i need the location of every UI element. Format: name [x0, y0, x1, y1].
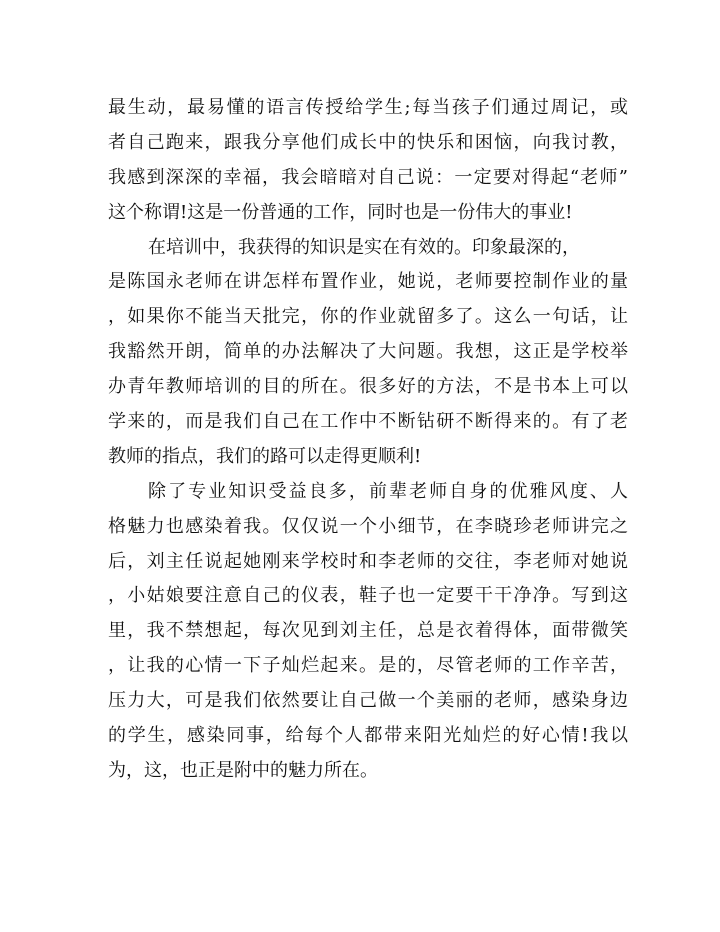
text-line: 在培训中，我获得的知识是实在有效的。印象最深的，: [148, 236, 580, 258]
text-line: 教师的指点，我们的路可以走得更顺利!: [108, 445, 422, 467]
text-line: ，小姑娘要注意自己的仪表，鞋子也一定要干干净净。写到这: [108, 585, 628, 607]
text-line: 里，我不禁想起，每次见到刘主任，总是衣着得体，面带微笑: [108, 620, 628, 642]
body-text: [108, 91, 628, 789]
text-line: 压力大，可是我们依然要让自己做一个美丽的老师，感染身边: [108, 690, 628, 712]
text-line: 的学生，感染同事，给每个人都带来阳光灿烂的好心情!我以: [108, 725, 628, 747]
text-line: 后，刘主任说起她刚来学校时和李老师的交往，李老师对她说: [108, 550, 628, 572]
text-line: 这个称谓!这是一份普通的工作，同时也是一份伟大的事业!: [108, 201, 573, 223]
text-line: 除了专业知识受益良多，前辈老师自身的优雅风度、人: [148, 480, 628, 502]
text-line: 为，这，也正是附中的魅力所在。: [108, 759, 378, 781]
text-line: 最生动，最易懂的语言传授给学生;每当孩子们通过周记，或: [108, 97, 628, 118]
text-line: ，如果你不能当天批完，你的作业就留多了。这么一句话，让: [108, 306, 628, 328]
text-line: 是陈国永老师在讲怎样布置作业，她说，老师要控制作业的量: [108, 271, 628, 293]
text-line: 我豁然开朗，简单的办法解决了大问题。我想，这正是学校举: [108, 341, 628, 363]
text-line: 我感到深深的幸福，我会暗暗对自己说：一定要对得起“老师”: [108, 166, 628, 188]
text-line: 办青年教师培训的目的所在。很多好的方法，不是书本上可以: [108, 376, 628, 398]
text-line: 学来的，而是我们自己在工作中不断钻研不断得来的。有了老: [108, 411, 628, 433]
text-line: ，让我的心情一下子灿烂起来。是的，尽管老师的工作辛苦，: [108, 655, 628, 677]
text-line: 者自己跑来，跟我分享他们成长中的快乐和困恼，向我讨教，: [108, 131, 628, 153]
text-line: 格魅力也感染着我。仅仅说一个小细节，在李晓珍老师讲完之: [108, 515, 628, 537]
